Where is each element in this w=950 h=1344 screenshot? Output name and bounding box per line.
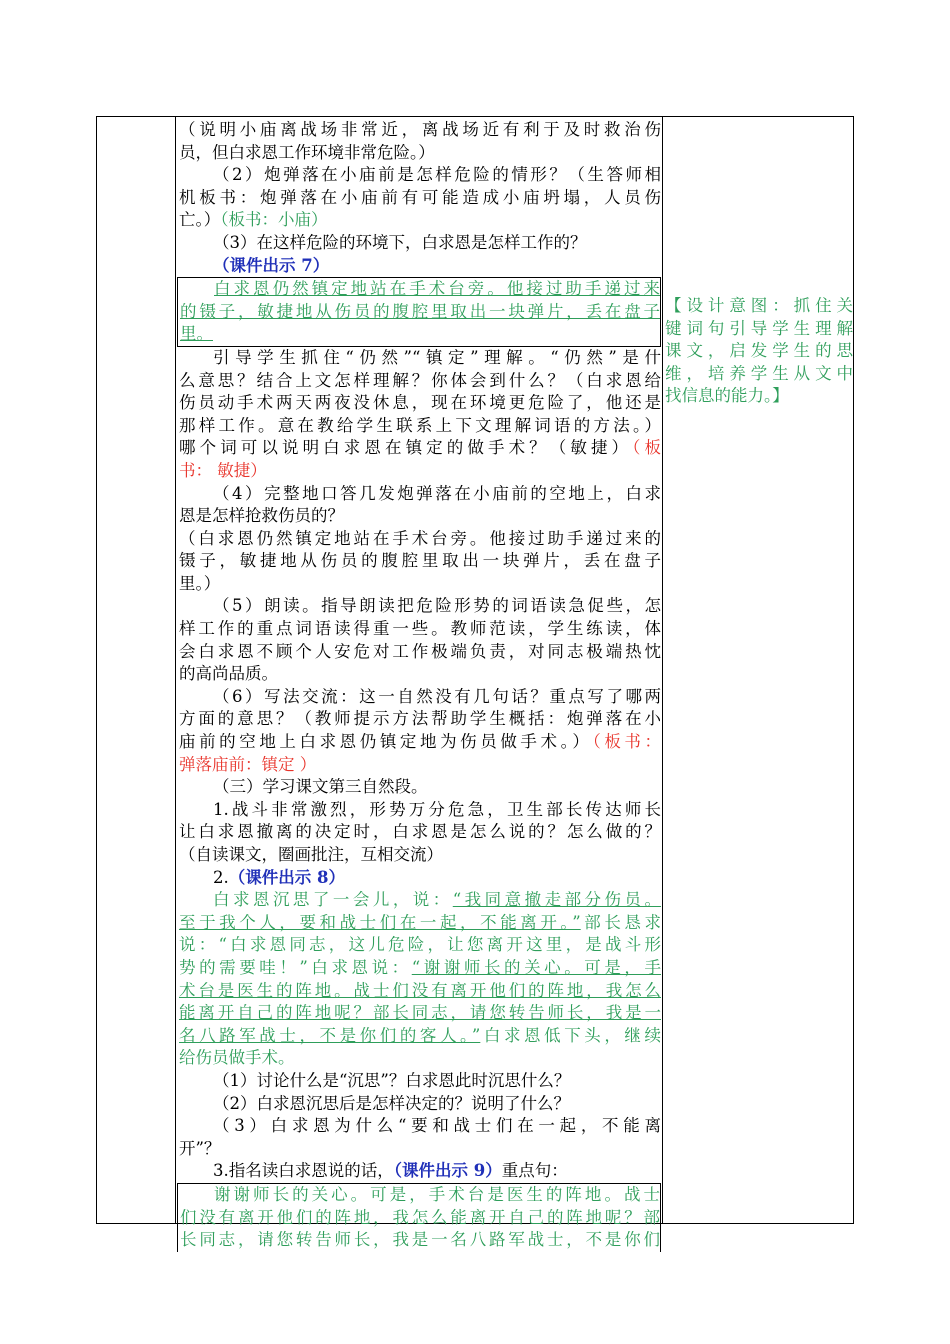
text-line bbox=[177, 392, 661, 415]
text-line bbox=[177, 641, 661, 664]
text-run: （6）写法交流：这一自然没有几句话？重点写了哪两 bbox=[213, 686, 661, 706]
text-run: 长同志，请您转告师长，我是一名八路军战士，不是你们 bbox=[180, 1230, 660, 1250]
text-line bbox=[177, 618, 661, 641]
text-run: “谢谢师长的关心。可是，手 bbox=[411, 957, 661, 977]
text-run: （白求恩仍然镇定地站在手术台旁。他接过助手递过来的 bbox=[179, 528, 661, 548]
text-line bbox=[177, 370, 661, 393]
text-run: （5）朗读。指导朗读把危险形势的词语读急促些，怎 bbox=[213, 596, 661, 616]
text-run: 给伤员做手术。 bbox=[179, 1048, 295, 1068]
text-line bbox=[177, 776, 661, 799]
text-run: （课件出示 7） bbox=[213, 255, 330, 275]
design-intent-note bbox=[665, 295, 853, 408]
text-run: （3）在这样危险的环境下，白求恩是怎样工作的？ bbox=[213, 232, 587, 252]
text-run: 白求恩沉思了一会儿，说： bbox=[213, 890, 453, 910]
text-line bbox=[177, 415, 661, 438]
text-run: 样工作的重点词语读得重一些。教师范读，学生练读，体 bbox=[179, 619, 661, 639]
text-run: 能离开自己的阵地呢？部长同志，请您转告师长，我是一 bbox=[179, 1003, 661, 1023]
text-run: 术台是医生的阵地。战士们没有离开他们的阵地，我怎么 bbox=[179, 980, 661, 1000]
text-run: （课件出示 9） bbox=[393, 1161, 502, 1181]
text-line bbox=[177, 686, 661, 709]
text-line bbox=[177, 957, 661, 980]
text-run: （2）炮弹落在小庙前是怎样危险的情形？（生答师相 bbox=[213, 165, 661, 185]
text-line bbox=[177, 799, 661, 822]
text-run: （三）学习课文第三自然段。 bbox=[213, 777, 428, 797]
text-run: 开”？ bbox=[179, 1138, 221, 1158]
text-run: 员，但白求恩工作环境非常危险。） bbox=[179, 142, 435, 162]
text-run: （3）白求恩为什么“要和战士们在一起，不能离 bbox=[213, 1116, 661, 1136]
text-line bbox=[177, 255, 661, 278]
text-run: 白求恩仍然镇定地站在手术台旁。他接过助手递过来 bbox=[214, 279, 660, 299]
text-run: （板书： bbox=[592, 732, 662, 752]
text-run: 们没有离开他们的阵地，我怎么能离开自己的阵地呢？部 bbox=[180, 1207, 660, 1227]
text-line bbox=[177, 934, 661, 957]
text-run: 让白求恩撤离的决定时，白求恩是怎么说的？怎么做的？ bbox=[179, 822, 661, 842]
text-line bbox=[177, 1025, 661, 1048]
text-line bbox=[177, 1093, 661, 1116]
column-divider-left bbox=[175, 117, 176, 1223]
text-line bbox=[177, 980, 661, 1003]
text-line bbox=[177, 1183, 661, 1207]
text-line bbox=[177, 1070, 661, 1093]
text-line bbox=[177, 505, 661, 528]
text-line bbox=[177, 460, 661, 483]
text-run: 白求恩低下头，继续 bbox=[480, 1025, 662, 1045]
text-line bbox=[177, 867, 661, 890]
text-run: 1.战斗非常激烈，形势万分危急，卫生部长传达师长 bbox=[213, 799, 661, 819]
text-line bbox=[177, 663, 661, 686]
text-run: （自读课文，圈画批注，互相交流） bbox=[179, 845, 443, 864]
text-line bbox=[177, 437, 661, 460]
text-line bbox=[177, 347, 661, 370]
text-line bbox=[177, 844, 661, 867]
text-line bbox=[177, 1229, 661, 1252]
design-intent-column bbox=[663, 117, 853, 1223]
text-run: 伤员动手术两天两夜没休息，现在环境更危险了，他还是 bbox=[179, 393, 661, 413]
lesson-table bbox=[96, 116, 854, 1250]
text-run: 么意思？结合上文怎样理解？你体会到什么？（白求恩给 bbox=[179, 370, 661, 390]
text-run: 的高尚品质。 bbox=[179, 664, 278, 684]
text-run: 部长恳求 bbox=[580, 912, 662, 932]
text-run: （板 bbox=[632, 438, 662, 458]
design-intent-line: 键词句引导学生理解 bbox=[665, 318, 853, 338]
text-line bbox=[177, 754, 661, 777]
text-line bbox=[177, 119, 661, 142]
text-run: （课件出示 8） bbox=[228, 867, 345, 887]
text-line bbox=[177, 731, 661, 754]
text-line bbox=[177, 821, 661, 844]
text-run: 谢谢师长的关心。可是，手术台是医生的阵地。战士 bbox=[214, 1184, 660, 1204]
text-line bbox=[177, 1207, 661, 1230]
text-line bbox=[177, 483, 661, 506]
text-run: 名八路军战士，不是你们的客人。” bbox=[179, 1025, 481, 1045]
text-run: 里。） bbox=[179, 573, 221, 593]
text-run: 重点句： bbox=[501, 1161, 568, 1181]
text-run: 方面的意思？（教师提示方法帮助学生概括：炮弹落在小 bbox=[179, 709, 661, 729]
design-intent-line: 课文，启发学生的思 bbox=[665, 341, 853, 361]
text-run: 引导学生抓住“仍然”“镇定”理解。“仍然”是什 bbox=[213, 347, 661, 367]
text-line bbox=[177, 550, 661, 573]
text-line bbox=[177, 708, 661, 731]
text-run: （板书：小庙） bbox=[220, 210, 328, 230]
text-line bbox=[177, 232, 661, 255]
text-line bbox=[177, 1115, 661, 1138]
text-line bbox=[177, 142, 661, 165]
text-run: 弹落庙前：镇定 ） bbox=[179, 754, 317, 774]
teaching-process-column bbox=[177, 119, 662, 1250]
text-line bbox=[177, 889, 661, 912]
text-line bbox=[177, 187, 661, 210]
text-line bbox=[177, 164, 661, 187]
text-run: 2. bbox=[213, 867, 229, 887]
text-line bbox=[177, 528, 661, 551]
text-run: 亡。） bbox=[179, 210, 221, 230]
text-line bbox=[177, 1138, 661, 1161]
design-intent-line: 【设计意图：抓住关 bbox=[665, 296, 853, 315]
text-run: 3.指名读白求恩说的话， bbox=[213, 1161, 394, 1181]
text-line bbox=[177, 277, 661, 301]
text-run: 书： 敏捷） bbox=[179, 460, 267, 480]
text-run: 势的需要哇！”白求恩说： bbox=[179, 957, 412, 977]
text-run: 的镊子，敏捷地从伤员的腹腔里取出一块弹片，丢在盘子 bbox=[180, 301, 660, 321]
text-run: 至于我个人，要和战士们在一起，不能离开。” bbox=[179, 912, 581, 932]
text-run: 里。 bbox=[180, 324, 213, 344]
text-line bbox=[177, 323, 661, 347]
text-run: “我同意撤走部分伤员。 bbox=[452, 890, 662, 910]
text-line bbox=[177, 595, 661, 618]
text-line bbox=[177, 1047, 661, 1070]
text-run: （4）完整地口答几发炮弹落在小庙前的空地上，白求 bbox=[213, 483, 661, 503]
text-line bbox=[177, 301, 661, 324]
text-run: 哪个词可以说明白求恩在镇定的做手术？（敏捷） bbox=[179, 438, 633, 458]
text-run: 机板书：炮弹落在小庙前有可能造成小庙坍塌，人员伤 bbox=[179, 187, 661, 207]
text-run: 镊子，敏捷地从伤员的腹腔里取出一块弹片，丢在盘子 bbox=[179, 551, 661, 571]
design-intent-line: 维，培养学生从文中 bbox=[665, 363, 853, 383]
text-line bbox=[177, 912, 661, 935]
text-run: 会白求恩不顾个人安危对工作极端负责，对同志极端热忱 bbox=[179, 641, 661, 661]
text-line bbox=[177, 209, 661, 232]
design-intent-line: 找信息的能力。】 bbox=[665, 386, 789, 406]
text-run: 恩是怎样抢救伤员的？ bbox=[179, 506, 344, 526]
text-run: 那样工作。意在教给学生联系上下文理解词语的方法。） bbox=[179, 415, 661, 435]
text-run: （2）白求恩沉思后是怎样决定的？说明了什么？ bbox=[213, 1093, 570, 1113]
text-run: 说：“白求恩同志，这儿危险，让您离开这里，是战斗形 bbox=[179, 935, 661, 955]
text-run: （说明小庙离战场非常近，离战场近有利于及时救治伤 bbox=[179, 120, 661, 139]
text-run: （1）讨论什么是“沉思”？白求恩此时沉思什么？ bbox=[213, 1070, 571, 1090]
text-line bbox=[177, 573, 661, 596]
text-run: 庙前的空地上白求恩仍镇定地为伤员做手术。） bbox=[179, 732, 593, 752]
text-line bbox=[177, 1160, 661, 1183]
text-line bbox=[177, 1002, 661, 1025]
